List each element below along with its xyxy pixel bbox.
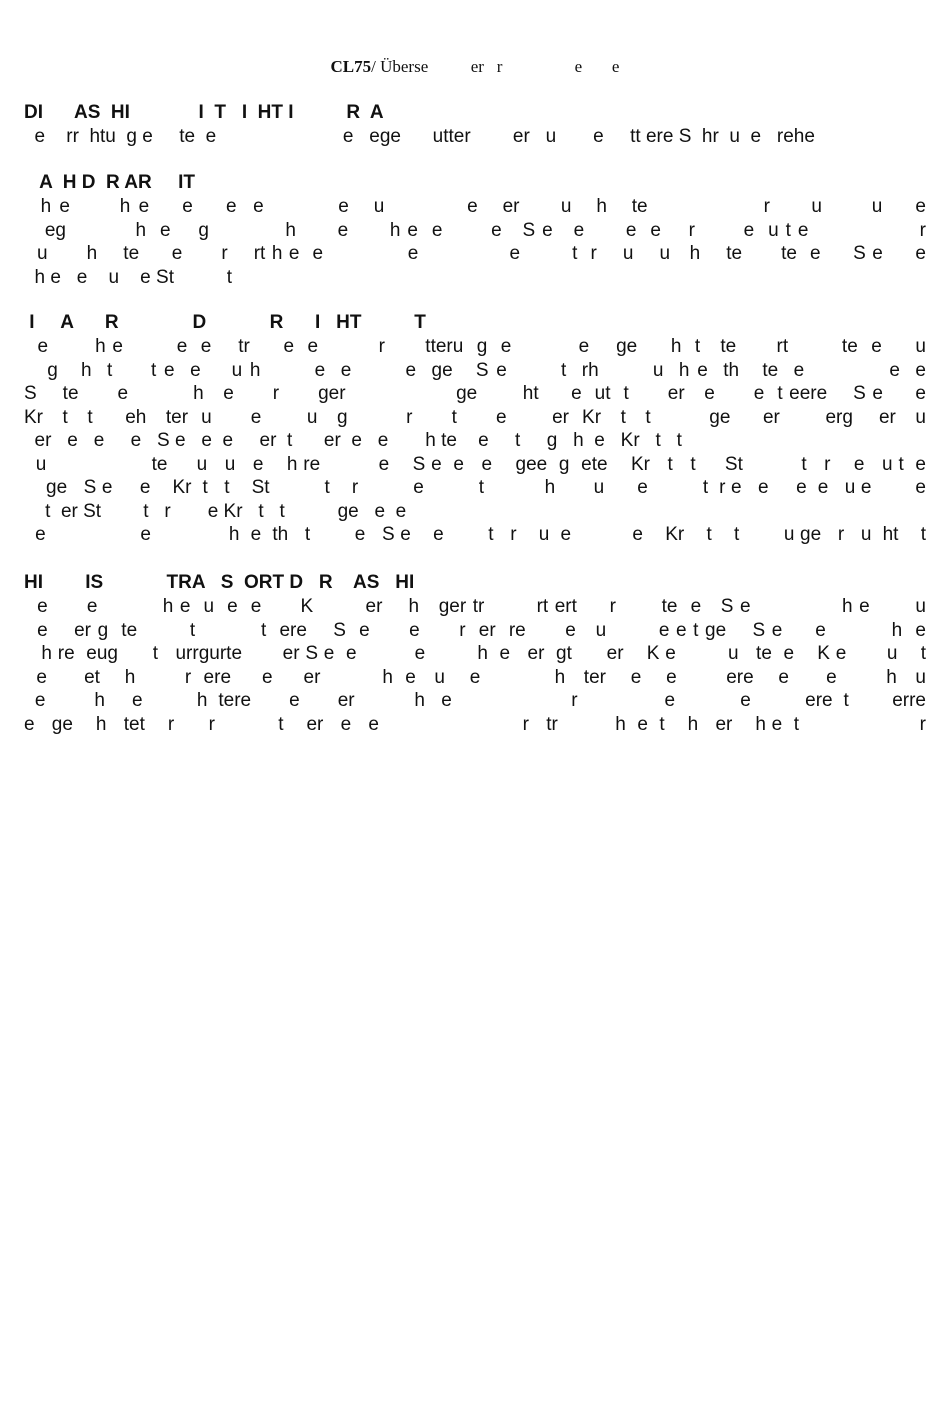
document-title (0, 57, 950, 77)
paragraph-line: S te e h e r ger ge ht e ut t er e e t eere S e e (24, 383, 926, 404)
paragraph-line: ge S e e Kr t t St t r e t h u e t r e e e e u e e (24, 477, 926, 498)
section-heading: A H D R AR IT (24, 172, 195, 193)
title-rest: / Überse er r e e (371, 57, 620, 76)
section-4 (24, 571, 926, 736)
paragraph-line: u te u u e h re e S e e e gee g ete Kr t t St t r e u t e (24, 453, 926, 475)
section-1 (24, 101, 926, 149)
section-heading: DI AS HI I T I HT I R A (24, 102, 384, 123)
paragraph-line: e rr htu g e te e e ege utter er u e tt ere S hr u e rehe (24, 126, 815, 147)
paragraph-line: e h e h tere e er h e r e e ere t erre (24, 690, 926, 711)
paragraph-line: e e h e u e e K er h ger tr rt ert r te e S e h e u (24, 596, 926, 617)
section-heading: I A R D R I HT T (24, 312, 426, 333)
title-code: CL75 (330, 57, 372, 76)
paragraph-line: e ge h tet r r t er e e r tr h e t h er h e t r (24, 713, 926, 735)
paragraph-line: e e h e th t e S e e t r u e e Kr t t u ge r u ht t (24, 524, 926, 545)
paragraph-line: h e e u e St t (24, 266, 233, 288)
paragraph-line: Kr t t eh ter u e u g r t e er Kr t t ge er erg er u (24, 406, 926, 428)
paragraph-line: t er St t r e Kr t t ge e e (24, 500, 407, 522)
paragraph-line: er e e e S e e e er t er e e h te e t g h e Kr t t (24, 430, 682, 451)
paragraph-line: h e h e e e e e u e er u h te r u u e (24, 196, 926, 217)
paragraph-line: eg h e g h e h e e e S e e e e r e u t e r (24, 219, 926, 241)
section-2 (24, 171, 926, 289)
section-3 (24, 311, 926, 547)
section-heading: HI IS TRA S ORT D R AS HI (24, 572, 415, 593)
paragraph-line: e er g te t t ere S e e r er re e u e e t ge S e e h e (24, 619, 926, 641)
paragraph-line: e et h r ere e er h e u e h ter e e ere e e h u (24, 666, 926, 688)
paragraph-line: e h e e e tr e e r tteru g e e ge h t te rt te e u (24, 336, 926, 357)
paragraph-line: h re eug t urrgurte er S e e e h e er gt er K e u te e K e u t (24, 643, 926, 664)
paragraph-line: g h t t e e u h e e e ge S e t rh u h e th te e e e (24, 359, 926, 381)
paragraph-line: u h te e r rt h e e e e t r u u h te te e S e e (24, 243, 926, 264)
